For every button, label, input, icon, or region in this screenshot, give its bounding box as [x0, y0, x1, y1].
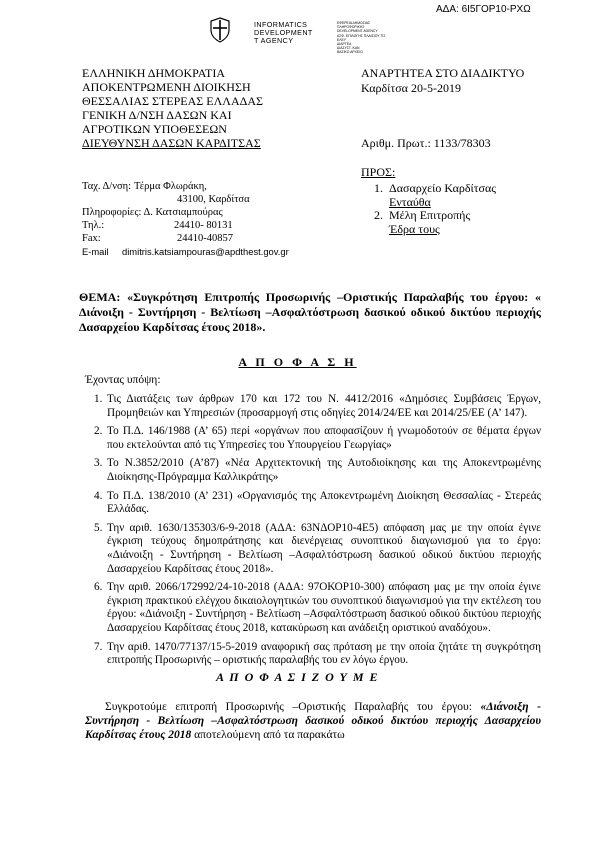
we-decide-heading: Α Π Ο Φ Α Σ Ι Ζ Ο Υ Μ Ε: [215, 670, 380, 684]
recipients-list: 1. Δασαρχείο Καρδίτσας Ενταύθα 2. Μέλη Επιτροπής Έδρα τους: [374, 181, 497, 236]
ada-code: ΑΔΑ: 6Ι5ΓΟΡ10-ΡΧΩ: [436, 4, 531, 15]
email-link[interactable]: dimitris.katsiampouras@apdthest.gov.gr: [122, 246, 289, 257]
protocol-number: Αριθμ. Πρωτ.: 1133/78303: [361, 136, 491, 150]
publish-block: ΑΝΑΡΤΗΤΕΑ ΣΤΟ ΔΙΑΔΙΚΤΥΟ Καρδίτσα 20-5-2019: [361, 66, 525, 95]
list-item: 1. Τις Διατάξεις των άρθρων 170 και 172 του Ν. 4412/2016 «Δημόσιες Συμβάσεις Έργων, Προμηθειών και Υπηρεσιών (προσαρμογή στις οδηγίες 2014/24/ΕΕ και 2014/25/ΕΕ (Α’ 147).: [94, 393, 541, 419]
subject: ΘΕΜΑ: «Συγκρότηση Επιτροπής Προσωρινής –Οριστικής Παραλαβής του έργου: « Διάνοιξη - Συντήρηση - Βελτίωση –Ασφαλτόστρωση δασικού οδικού δικτύου περιοχής Δασαρχείου Καρδίτσας έτους 2018».: [79, 290, 541, 334]
recipients-heading: ΠΡΟΣ:: [361, 165, 396, 179]
considering-label: Έχοντας υπόψη:: [85, 374, 161, 386]
considerations-list: [94, 393, 541, 673]
contact-block: Ταχ. Δ/νση: Τέρμα Φλωράκη, 43100, Καρδίτσα Πληροφορίες: Δ. Κατσιαμπούρας Τηλ.: 24410- 80131 Fax: 24410-40857 E-mail dimitris.katsiampouras@apdthest.gov.gr: [82, 181, 289, 257]
informatics-logo-text: INFORMATICS DEVELOPMENT T AGENCY: [254, 20, 313, 46]
greek-emblem-icon: [209, 17, 231, 43]
issuer-header: ΕΛΛΗΝΙΚΗ ΔΗΜΟΚΡΑΤΙΑ ΑΠΟΚΕΝΤΡΩΜΕΝΗ ΔΙΟΙΚΗΣΗ ΘΕΣΣΑΛΙΑΣ ΣΤΕΡΕΑΣ ΕΛΛΑΔΑΣ ΓΕΝΙΚΗ Δ/ΝΣΗ ΔΑΣΩΝ ΚΑΙ ΑΓΡΟΤΙΚΩΝ ΥΠΟΘΕΣΕΩΝ ΔΙΕΥΘΥΝΣΗ ΔΑΣΩΝ ΚΑΡΔΙΤΣΑΣ: [82, 66, 264, 150]
list-item: 4. Το Π.Δ. 138/2010 (Α’ 231) «Οργανισμός της Αποκεντρωμένη Διοίκηση Θεσσαλίας - Στερεάς Ελλάδας.: [94, 489, 541, 516]
decision-title: Α Π Ο Φ Α Σ Η: [238, 355, 357, 369]
list-item: 3. Το Ν.3852/2010 (Α’87) «Νέα Αρχιτεκτονική της Αυτοδιοίκησης και της Αποκεντρωμένης Διοίκησης-Πρόγραμμα Καλλικράτης»: [94, 457, 541, 483]
list-item: 6. Την αριθ. 2066/172992/24-10-2018 (ΑΔΑ: 97ΟΚΟΡ10-300) απόφαση μας με την οποία έγινε έγκριση πρακτικού ελέγχου δικαιολογητικών του συνοπτικού διαγωνισμού για την εκτέλεση του έργου: «Διάνοιξη - Συντήρηση - Βελτίωση –Ασφαλτόστρωση δασικού οδικού δικτύου περιοχής Δασαρχείου Καρδίτσας έτους 2018, κατακύρωση και ανάδειξη οριστικού αναδόχου».: [94, 581, 541, 634]
list-item: 7. Την αριθ. 1470/77137/15-5-2019 αναφορική σας πρόταση με την οποία ζητάτε τη συγκρότηση επιτροπής Προσωρινής – οριστικής παραλαβής του εν λόγω έργου.: [94, 640, 541, 667]
list-item: 2. Το Π.Δ. 146/1988 (Α’ 65) περί «οργάνων που αποφασίζουν ή γνωμοδοτούν σε θέματα έργων που εκτελούνται από τις Υπηρεσίες του Υπουργείου Γεωργίας»: [94, 425, 541, 451]
informatics-logo-small-text: ΕΦΕΡΕΙΑ ΔΗΜΟΣΙΑΣ ΠΛΗΡΟΦΟΡΙΚΗΣ DEVELOPMENT AGENCY ΑΣΦ. ΕΠΙΛΟΓΗΣ ΠΛΑΙΣΙΟΥ ΤΙΣ ΕΛΕΥ ΔΙΑΡΤΕΑ ΔΙΑΣΥΣΤ. ΚΑΝ ΒΑΣΙΚΟ ΑΡΧΕΙΟ: [337, 21, 386, 55]
list-item: 5. Την αριθ. 1630/135303/6-9-2018 (ΑΔΑ: 63ΝΔΟΡ10-4Ε5) απόφαση μας με την οποία έγινε έγκριση τεύχους δημοπράτησης και διενέργειας συνοπτικού διαγωνισμού για το έργο: «Διάνοιξη - Συντήρηση - Βελτίωση –Ασφαλτόστρωση δασικού οδικού δικτύου περιοχής Δασαρχείου Καρδίτσας έτους 2018».: [94, 521, 541, 575]
decision-paragraph: Συγκροτούμε επιτροπή Προσωρινής –Οριστικής Παραλαβής του έργου: «Διάνοιξη - Συντήρηση - Βελτίωση –Ασφαλτόστρωση δασικού οδικού δικτύου περιοχής Δασαρχείου Καρδίτσας έτους 2018 αποτελούμενη από τα παρακάτω: [85, 701, 541, 742]
